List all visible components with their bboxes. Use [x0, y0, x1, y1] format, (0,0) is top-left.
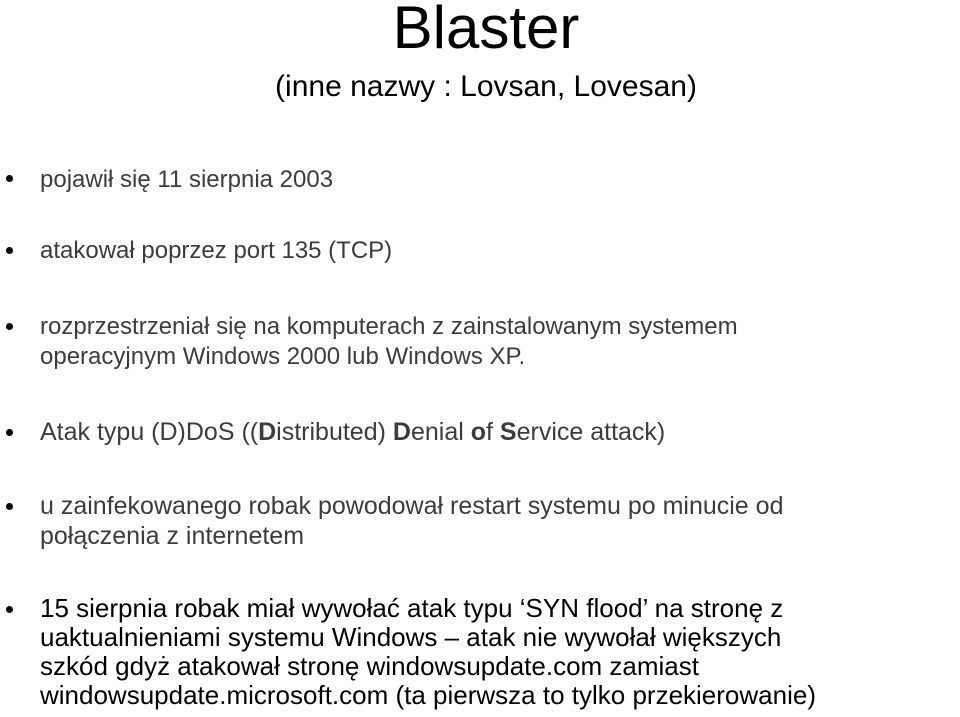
slide-subtitle: (inne nazwy : Lovsan, Lovesan) [275, 70, 697, 103]
slide-title: Blaster [392, 0, 580, 61]
bullet-line: 15 sierpnia robak miał wywołać atak typu ‘SYN flood’ na stronę z [40, 593, 784, 623]
bullet-line: operacyjnym Windows 2000 lub Windows XP. [40, 343, 526, 370]
text-run: istributed) [276, 418, 393, 446]
bullet-dot [6, 175, 13, 182]
bullet-dot [6, 323, 13, 330]
bullet-dot [6, 247, 13, 254]
text-run-bold: D [258, 418, 277, 446]
bullet-text [40, 165, 960, 195]
bullet-line: szkód gdyż atakował stronę windowsupdate.com zamiast [40, 651, 699, 681]
bullet-text [40, 594, 960, 710]
bullet-line: atakował poprzez port 135 (TCP) [40, 237, 393, 264]
bullet-line: u zainfekowanego robak powodował restart systemu po minucie od [40, 492, 784, 520]
text-run-bold: o [470, 418, 486, 446]
bullet-line: pojawił się 11 sierpnia 2003 [40, 166, 334, 193]
bullet-text [40, 491, 960, 551]
text-run: enial [410, 418, 471, 446]
text-run-bold: S [499, 418, 517, 446]
text-run: Atak typu (D)DoS (( [40, 418, 259, 446]
bullet-dot [6, 606, 13, 613]
text-run: ervice attack) [516, 418, 666, 446]
text-run-bold: D [392, 418, 411, 446]
bullet-dot [6, 503, 13, 510]
bullet-line [40, 417, 960, 447]
bullet-dot [6, 429, 13, 436]
bullet-line: rozprzestrzeniał się na komputerach z zainstalowanym systemem [40, 313, 738, 340]
bullet-line: windowsupdate.microsoft.com (ta pierwsza to tylko przekierowanie) [40, 680, 816, 710]
bullet-text [40, 236, 960, 266]
bullet-line: uaktualnieniami systemu Windows – atak nie wywołał większych [40, 622, 782, 652]
bullet-text [40, 417, 960, 447]
bullet-line: połączenia z internetem [40, 522, 305, 550]
text-run: f [486, 418, 500, 446]
bullet-text [40, 312, 960, 372]
